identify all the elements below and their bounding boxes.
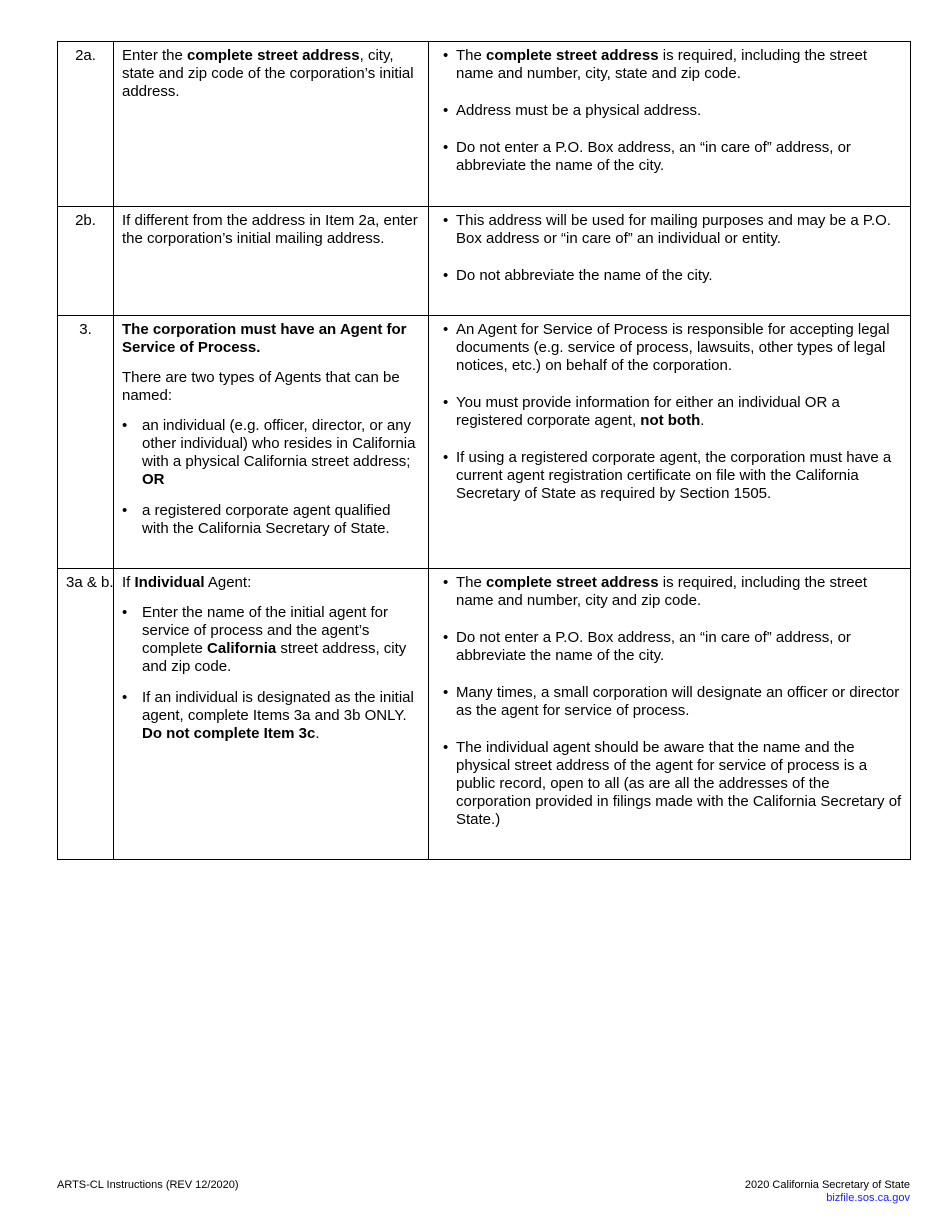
notes-list (437, 321, 902, 503)
instruction-row-3ab (58, 569, 911, 860)
note-item: • Do not enter a P.O. Box address, an “in care of” address, or abbreviate the name of the city. (456, 629, 902, 665)
note-item: • Do not abbreviate the name of the city. (456, 267, 902, 285)
instruction-row-2b (58, 207, 911, 316)
notes-list (437, 212, 902, 285)
agent-instructions-list (122, 604, 420, 743)
instruction-paragraph: There are two types of Agents that can be named: (122, 369, 400, 404)
instructions-table (57, 41, 911, 860)
notes-list (437, 574, 902, 829)
item-number: 2b. (58, 207, 114, 316)
note-item: • You must provide information for either an individual OR a registered corporate agent, not both. (456, 394, 902, 430)
note-item: • Many times, a small corporation will designate an officer or director as the agent for service of process. (456, 684, 902, 720)
notes-list (437, 47, 902, 175)
agent-types-list (122, 417, 420, 538)
instruction-cell (114, 316, 429, 569)
note-item: • Address must be a physical address. (456, 102, 902, 120)
list-item: • If an individual is designated as the initial agent, complete Items 3a and 3b ONLY. Do not complete Item 3c. (142, 689, 420, 743)
note-item: • The complete street address is required, including the street name and number, city and zip code. (456, 574, 902, 610)
note-item: • This address will be used for mailing purposes and may be a P.O. Box address or “in care of” an individual or entity. (456, 212, 902, 248)
bizfile-link[interactable]: bizfile.sos.ca.gov (826, 1192, 910, 1204)
instruction-paragraph: If different from the address in Item 2a, enter the corporation’s initial mailing address. (122, 212, 418, 247)
instruction-cell (114, 207, 429, 316)
note-item: • If using a registered corporate agent, the corporation must have a current agent registration certificate on file with the California Secretary of State as required by Section 1505. (456, 449, 902, 503)
notes-cell (429, 207, 911, 316)
item-number: 2a. (58, 42, 114, 207)
notes-cell (429, 569, 911, 860)
instruction-paragraph: If Individual Agent: (122, 574, 252, 591)
list-item: • a registered corporate agent qualified with the California Secretary of State. (142, 502, 420, 538)
instruction-heading: The corporation must have an Agent for Service of Process. (122, 321, 407, 356)
list-item: • an individual (e.g. officer, director, or any other individual) who resides in California with a physical California street address; OR (142, 417, 420, 489)
instruction-row-2a (58, 42, 911, 207)
note-item: • The individual agent should be aware that the name and the physical street address of the agent for service of process is a public record, open to all (as are all the addresses of the corporation provided in filings made with the California Secretary of State.) (456, 739, 902, 829)
copyright-text: 2020 California Secretary of State (744, 1179, 910, 1191)
instruction-paragraph: Enter the complete street address, city, state and zip code of the corporation’s initial address. (122, 47, 414, 100)
item-number: 3. (58, 316, 114, 569)
instruction-row-3 (58, 316, 911, 569)
notes-cell (429, 316, 911, 569)
item-number: 3a & b. (58, 569, 114, 860)
note-item: • Do not enter a P.O. Box address, an “in care of” address, or abbreviate the name of the city. (456, 139, 902, 175)
instruction-cell (114, 569, 429, 860)
notes-cell (429, 42, 911, 207)
instruction-cell (114, 42, 429, 207)
note-item: • The complete street address is required, including the street name and number, city, state and zip code. (456, 47, 902, 83)
form-revision-footer: ARTS-CL Instructions (REV 12/2020) (57, 1179, 239, 1191)
list-item: • Enter the name of the initial agent for service of process and the agent’s complete California street address, city and zip code. (142, 604, 420, 676)
note-item: • An Agent for Service of Process is responsible for accepting legal documents (e.g. service of process, lawsuits, other types of legal notices, etc.) on behalf of the corporation. (456, 321, 902, 375)
copyright-footer (745, 1179, 910, 1205)
